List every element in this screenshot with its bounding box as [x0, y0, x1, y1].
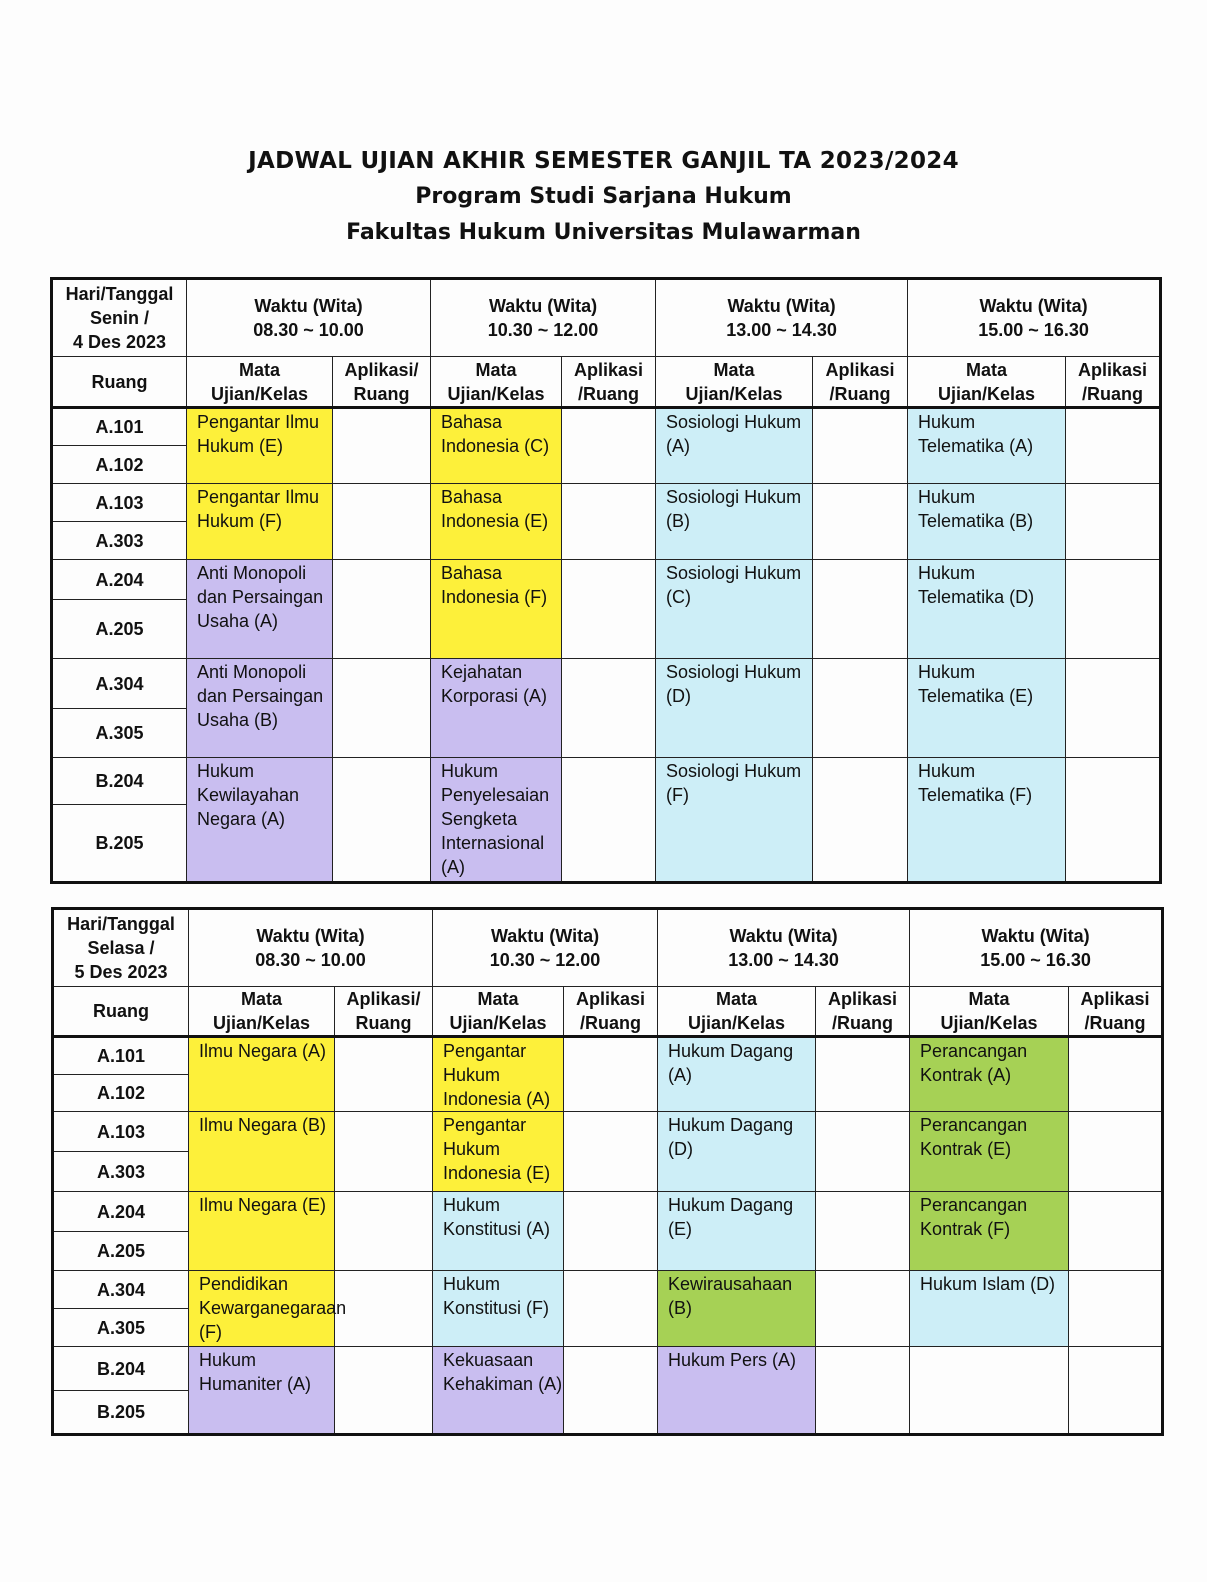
- mata-line: Mata: [968, 989, 1010, 1009]
- mata-ujian-header: [908, 357, 1066, 408]
- mata-line: Mata: [966, 359, 1008, 380]
- room-label: B.205: [52, 805, 187, 883]
- aplikasi-header: [562, 357, 656, 408]
- exam-cell: Pengantar Hukum Indonesia (A): [433, 1037, 564, 1112]
- aplikasi-line: /Ruang: [578, 383, 640, 404]
- aplikasi-header: [564, 987, 658, 1037]
- exam-cell: Sosiologi Hukum (F): [656, 758, 813, 883]
- exam-cell: Bahasa Indonesia (F): [431, 560, 562, 659]
- time-slot-header: [658, 909, 910, 987]
- mata-line: Ujian/Kelas: [940, 1013, 1038, 1033]
- exam-cell: Hukum Konstitusi (F): [433, 1271, 564, 1347]
- aplikasi-cell: [1069, 1037, 1163, 1112]
- hari: Senin /: [89, 308, 149, 328]
- aplikasi-cell: [816, 1037, 910, 1112]
- mata-line: Mata: [713, 359, 755, 380]
- exam-cell: Ilmu Negara (B): [189, 1112, 335, 1192]
- time-slot-header: [656, 279, 908, 357]
- title-line-3: Fakultas Hukum Universitas Mulawarman: [346, 220, 861, 245]
- aplikasi-line: Ruang: [355, 1013, 412, 1033]
- aplikasi-cell: [562, 408, 656, 484]
- room-label: A.204: [53, 1192, 189, 1232]
- room-label: A.102: [52, 446, 187, 484]
- aplikasi-cell: [1069, 1112, 1163, 1192]
- mata-line: Mata: [716, 989, 758, 1009]
- exam-cell: Hukum Telematika (F): [908, 758, 1066, 883]
- aplikasi-cell: [333, 659, 431, 758]
- title-line-1: JADWAL UJIAN AKHIR SEMESTER GANJIL TA 2023/2024: [248, 148, 959, 174]
- aplikasi-line: Ruang: [353, 383, 410, 404]
- room-label: A.103: [52, 484, 187, 522]
- day-header: [52, 279, 187, 357]
- aplikasi-cell: [816, 1192, 910, 1271]
- time-slot-header: [908, 279, 1161, 357]
- aplikasi-cell: [813, 560, 908, 659]
- aplikasi-cell: [333, 484, 431, 560]
- exam-cell: Hukum Pers (A): [658, 1347, 816, 1435]
- aplikasi-cell: [1069, 1192, 1163, 1271]
- aplikasi-cell: [335, 1112, 433, 1192]
- aplikasi-cell: [564, 1347, 658, 1435]
- aplikasi-cell: [813, 758, 908, 883]
- aplikasi-cell: [562, 560, 656, 659]
- tanggal: 5 Des 2023: [74, 962, 168, 982]
- day-header: [53, 909, 189, 987]
- mata-line: Ujian/Kelas: [449, 1013, 547, 1033]
- aplikasi-header: [1066, 357, 1161, 408]
- mata-line: Ujian/Kelas: [685, 383, 783, 404]
- exam-cell: Pengantar Ilmu Hukum (F): [187, 484, 333, 560]
- mata-line: Mata: [240, 989, 282, 1009]
- schedule-table-day2: [51, 907, 1164, 1436]
- exam-cell: Sosiologi Hukum (B): [656, 484, 813, 560]
- exam-cell: Pengantar Hukum Indonesia (E): [433, 1112, 564, 1192]
- waktu-label: Waktu (Wita): [981, 926, 1090, 946]
- exam-cell: Hukum Konstitusi (A): [433, 1192, 564, 1271]
- aplikasi-cell: [333, 758, 431, 883]
- aplikasi-header: [335, 987, 433, 1037]
- mata-line: Mata: [475, 359, 517, 380]
- time-slot-header: [431, 279, 656, 357]
- aplikasi-cell: [564, 1192, 658, 1271]
- exam-cell: Kejahatan Korporasi (A): [431, 659, 562, 758]
- mata-ujian-header: [189, 987, 335, 1037]
- room-label: A.305: [52, 709, 187, 758]
- aplikasi-line: Aplikasi: [1080, 989, 1150, 1009]
- exam-cell: Anti Monopoli dan Persaingan Usaha (B): [187, 659, 333, 758]
- room-label: A.102: [53, 1075, 189, 1112]
- aplikasi-cell: [1066, 758, 1161, 883]
- waktu-label: Waktu (Wita): [254, 296, 363, 316]
- waktu-label: Waktu (Wita): [979, 296, 1088, 316]
- exam-cell: Sosiologi Hukum (C): [656, 560, 813, 659]
- room-label: A.103: [53, 1112, 189, 1152]
- tanggal: 4 Des 2023: [72, 332, 167, 352]
- aplikasi-cell: [335, 1037, 433, 1112]
- aplikasi-line: Aplikasi: [1078, 359, 1148, 380]
- aplikasi-cell: [335, 1347, 433, 1435]
- aplikasi-cell: [1069, 1271, 1163, 1347]
- exam-cell: Hukum Kewilayahan Negara (A): [187, 758, 333, 883]
- mata-line: Mata: [238, 359, 280, 380]
- aplikasi-cell: [564, 1037, 658, 1112]
- exam-cell: Hukum Telematika (B): [908, 484, 1066, 560]
- schedule-table-day1: [50, 277, 1162, 884]
- waktu-label: Waktu (Wita): [729, 926, 838, 946]
- aplikasi-line: Aplikasi: [576, 989, 646, 1009]
- hari-label: Hari/Tanggal: [65, 284, 174, 304]
- exam-cell: Bahasa Indonesia (C): [431, 408, 562, 484]
- aplikasi-cell: [816, 1112, 910, 1192]
- exam-cell: Kekuasaan Kehakiman (A): [433, 1347, 564, 1435]
- exam-cell: Kewirausahaan (B): [658, 1271, 816, 1347]
- exam-cell: Hukum Dagang (D): [658, 1112, 816, 1192]
- document-title: [0, 143, 1207, 251]
- mata-line: Ujian/Kelas: [212, 1013, 311, 1033]
- exam-cell: Pengantar Ilmu Hukum (E): [187, 408, 333, 484]
- room-label: A.303: [52, 522, 187, 560]
- aplikasi-cell: [816, 1271, 910, 1347]
- waktu-label: Waktu (Wita): [490, 926, 600, 946]
- room-label: A.205: [53, 1232, 189, 1271]
- room-label: A.101: [53, 1037, 189, 1075]
- mata-line: Ujian/Kelas: [210, 383, 309, 404]
- time-slot-header: [433, 909, 658, 987]
- mata-line: Ujian/Kelas: [447, 383, 545, 404]
- slot-time: 13.00 ~ 14.30: [728, 950, 839, 970]
- exam-cell: Ilmu Negara (E): [189, 1192, 335, 1271]
- exam-cell: Perancangan Kontrak (A): [910, 1037, 1069, 1112]
- aplikasi-cell: [1066, 484, 1161, 560]
- room-label: A.204: [52, 560, 187, 600]
- exam-cell: Anti Monopoli dan Persaingan Usaha (A): [187, 560, 333, 659]
- aplikasi-line: Aplikasi: [828, 989, 898, 1009]
- aplikasi-line: Aplikasi/: [344, 359, 419, 380]
- aplikasi-header: [1069, 987, 1163, 1037]
- aplikasi-line: Aplikasi/: [346, 989, 421, 1009]
- room-label: A.304: [53, 1271, 189, 1309]
- ruang-header: Ruang: [53, 987, 189, 1037]
- aplikasi-cell: [562, 484, 656, 560]
- room-label: B.204: [53, 1347, 189, 1391]
- room-label: B.205: [53, 1391, 189, 1435]
- room-label: A.205: [52, 600, 187, 659]
- room-label: B.204: [52, 758, 187, 805]
- room-label: A.304: [52, 659, 187, 709]
- exam-cell: Hukum Penyelesaian Sengketa Internasional (A): [431, 758, 562, 883]
- mata-ujian-header: [910, 987, 1069, 1037]
- waktu-label: Waktu (Wita): [256, 926, 365, 946]
- aplikasi-cell: [813, 484, 908, 560]
- exam-cell: Pendidikan Kewarganegaraan (F): [189, 1271, 335, 1347]
- aplikasi-cell: [333, 408, 431, 484]
- exam-cell: Hukum Dagang (E): [658, 1192, 816, 1271]
- aplikasi-header: [816, 987, 910, 1037]
- room-label: A.303: [53, 1152, 189, 1192]
- aplikasi-line: /Ruang: [829, 383, 891, 404]
- aplikasi-cell: [335, 1192, 433, 1271]
- exam-cell: Hukum Telematika (E): [908, 659, 1066, 758]
- aplikasi-line: /Ruang: [1084, 1013, 1146, 1033]
- aplikasi-line: Aplikasi: [825, 359, 895, 380]
- exam-cell: Hukum Humaniter (A): [189, 1347, 335, 1435]
- aplikasi-cell: [562, 659, 656, 758]
- room-label: A.305: [53, 1309, 189, 1347]
- aplikasi-cell: [813, 659, 908, 758]
- waktu-label: Waktu (Wita): [488, 296, 598, 316]
- exam-cell: [910, 1347, 1069, 1435]
- title-line-2: Program Studi Sarjana Hukum: [415, 184, 792, 209]
- aplikasi-cell: [335, 1271, 433, 1347]
- slot-time: 10.30 ~ 12.00: [487, 320, 599, 340]
- exam-cell: Sosiologi Hukum (A): [656, 408, 813, 484]
- mata-ujian-header: [431, 357, 562, 408]
- aplikasi-header: [813, 357, 908, 408]
- slot-time: 15.00 ~ 16.30: [980, 950, 1091, 970]
- aplikasi-line: /Ruang: [832, 1013, 894, 1033]
- aplikasi-cell: [333, 560, 431, 659]
- mata-ujian-header: [433, 987, 564, 1037]
- mata-line: Ujian/Kelas: [938, 383, 1036, 404]
- mata-ujian-header: [187, 357, 333, 408]
- aplikasi-line: /Ruang: [1082, 383, 1144, 404]
- slot-time: 10.30 ~ 12.00: [489, 950, 601, 970]
- mata-line: Ujian/Kelas: [688, 1013, 786, 1033]
- exam-cell: Hukum Dagang (A): [658, 1037, 816, 1112]
- aplikasi-cell: [1069, 1347, 1163, 1435]
- time-slot-header: [187, 279, 431, 357]
- time-slot-header: [189, 909, 433, 987]
- exam-cell: Sosiologi Hukum (D): [656, 659, 813, 758]
- exam-cell: Perancangan Kontrak (F): [910, 1192, 1069, 1271]
- aplikasi-header: [333, 357, 431, 408]
- slot-time: 08.30 ~ 10.00: [255, 950, 366, 970]
- waktu-label: Waktu (Wita): [727, 296, 836, 316]
- aplikasi-cell: [816, 1347, 910, 1435]
- exam-cell: Hukum Telematika (D): [908, 560, 1066, 659]
- exam-cell: Ilmu Negara (A): [189, 1037, 335, 1112]
- time-slot-header: [910, 909, 1163, 987]
- exam-cell: Hukum Telematika (A): [908, 408, 1066, 484]
- hari: Selasa /: [87, 938, 155, 958]
- mata-ujian-header: [656, 357, 813, 408]
- exam-cell: Perancangan Kontrak (E): [910, 1112, 1069, 1192]
- hari-label: Hari/Tanggal: [67, 914, 175, 934]
- slot-time: 15.00 ~ 16.30: [978, 320, 1089, 340]
- aplikasi-line: Aplikasi: [574, 359, 644, 380]
- aplikasi-cell: [1066, 408, 1161, 484]
- exam-cell: Hukum Islam (D): [910, 1271, 1069, 1347]
- exam-cell: Bahasa Indonesia (E): [431, 484, 562, 560]
- mata-ujian-header: [658, 987, 816, 1037]
- aplikasi-cell: [1066, 659, 1161, 758]
- aplikasi-line: /Ruang: [580, 1013, 642, 1033]
- slot-time: 08.30 ~ 10.00: [253, 320, 364, 340]
- aplikasi-cell: [1066, 560, 1161, 659]
- room-label: A.101: [52, 408, 187, 446]
- aplikasi-cell: [564, 1112, 658, 1192]
- ruang-header: Ruang: [52, 357, 187, 408]
- mata-line: Mata: [477, 989, 519, 1009]
- aplikasi-cell: [562, 758, 656, 883]
- slot-time: 13.00 ~ 14.30: [726, 320, 837, 340]
- aplikasi-cell: [813, 408, 908, 484]
- aplikasi-cell: [564, 1271, 658, 1347]
